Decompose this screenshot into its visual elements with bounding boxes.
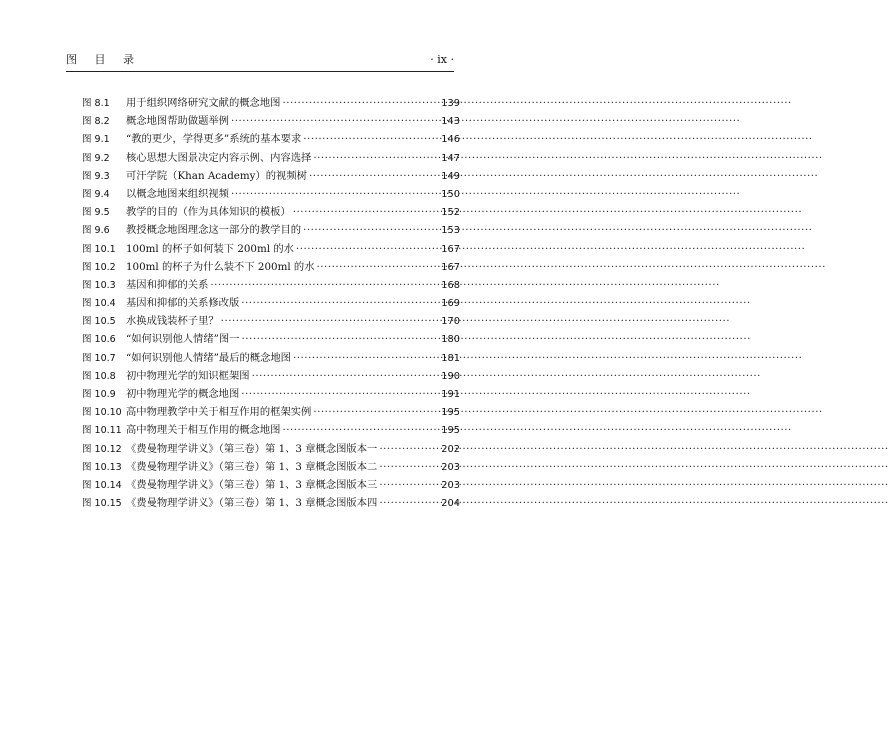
dot-leader	[379, 476, 439, 494]
figure-title: 教授概念地图理念这一部分的教学目的	[126, 224, 302, 237]
list-item	[82, 276, 460, 294]
figure-title: 高中物理关于相互作用的概念地图	[126, 424, 281, 437]
page-number: 204	[441, 498, 460, 510]
page-number: 167	[441, 261, 460, 273]
page-number: 167	[441, 243, 460, 255]
dot-leader	[293, 349, 439, 367]
dot-leader	[221, 312, 440, 330]
page-number: 169	[441, 298, 460, 310]
header-rule	[66, 71, 454, 72]
list-item	[82, 94, 460, 112]
list-item	[82, 349, 460, 367]
list-item	[82, 367, 460, 385]
list-item	[82, 385, 460, 403]
figure-title: 水换成钱装杯子里？	[126, 315, 219, 328]
header-page-number: · ix ·	[430, 53, 454, 66]
figure-number: 图 10.7	[82, 352, 116, 364]
dot-leader	[309, 167, 439, 185]
figure-title: 100ml 的杯子为什么装不下 200ml 的水	[126, 260, 315, 273]
dot-leader	[242, 330, 440, 348]
dot-leader	[303, 221, 439, 239]
page-number: 139	[441, 98, 460, 109]
figure-title: 以概念地图来组织视频	[126, 187, 229, 200]
dot-leader	[317, 258, 440, 276]
figure-title: 《费曼物理学讲义》（第三卷）第 1、3 章概念图版本三	[126, 478, 378, 491]
figure-title: 可汗学院（Khan Academy）的视频树	[126, 169, 307, 182]
list-of-figures	[82, 94, 460, 512]
list-item	[82, 330, 460, 348]
dot-leader	[303, 130, 439, 148]
list-item	[82, 312, 460, 330]
list-item	[82, 112, 460, 130]
page-number: 203	[441, 479, 460, 491]
dot-leader	[282, 421, 439, 439]
figure-title: 教学的目的（作为具体知识的模板）	[126, 206, 291, 219]
figure-number: 图 9.2	[82, 152, 110, 164]
figure-title: 初中物理光学的知识框架图	[126, 369, 250, 382]
list-item	[82, 185, 460, 203]
list-item	[82, 130, 460, 148]
page-number: 149	[441, 170, 460, 182]
header-section-title: 图 目 录	[66, 53, 141, 66]
page-number: 152	[441, 207, 460, 219]
list-item	[82, 494, 460, 512]
page-number: 153	[441, 225, 460, 237]
figure-title: 基因和抑郁的关系	[126, 278, 209, 291]
list-item	[82, 476, 460, 494]
list-item	[82, 403, 460, 421]
page-number: 181	[441, 352, 460, 364]
figure-number: 图 10.2	[82, 261, 116, 273]
figure-number: 图 8.1	[82, 98, 110, 109]
figure-number: 图 10.4	[82, 298, 116, 310]
list-item	[82, 458, 460, 476]
page-number: 195	[441, 425, 460, 437]
page-number: 147	[441, 152, 460, 164]
dot-leader	[313, 403, 439, 421]
figure-title: 《费曼物理学讲义》（第三卷）第 1、3 章概念图版本一	[126, 442, 378, 455]
dot-leader	[313, 149, 439, 167]
figure-number: 图 10.10	[82, 407, 122, 419]
figure-number: 图 10.1	[82, 243, 116, 255]
figure-title: “如何识别他人情绪”图一	[126, 333, 240, 346]
list-item	[82, 149, 460, 167]
page-number: 146	[441, 134, 460, 146]
figure-number: 图 10.15	[82, 498, 122, 510]
figure-title: 《费曼物理学讲义》（第三卷）第 1、3 章概念图版本四	[126, 497, 378, 510]
figure-title: 概念地图帮助做题举例	[126, 115, 229, 128]
page-number: 202	[441, 443, 460, 455]
figure-number: 图 8.2	[82, 116, 110, 128]
list-item	[82, 221, 460, 239]
list-item	[82, 421, 460, 439]
list-item	[82, 294, 460, 312]
figure-number: 图 10.11	[82, 425, 122, 437]
figure-number: 图 9.5	[82, 207, 110, 219]
page-number: 150	[441, 188, 460, 200]
page-number: 180	[441, 334, 460, 346]
list-item	[82, 167, 460, 185]
figure-title: 《费曼物理学讲义》（第三卷）第 1、3 章概念图版本二	[126, 460, 378, 473]
page-number: 143	[441, 116, 460, 128]
dot-leader	[241, 385, 439, 403]
list-item	[82, 240, 460, 258]
figure-number: 图 10.13	[82, 461, 122, 473]
page-number: 191	[441, 389, 460, 400]
page-number: 190	[441, 370, 460, 382]
page-number: 168	[441, 279, 460, 291]
figure-title: “如何识别他人情绪”最后的概念地图	[126, 351, 291, 364]
figure-number: 图 9.3	[82, 170, 110, 182]
dot-leader	[379, 494, 439, 512]
figure-number: 图 10.12	[82, 443, 122, 455]
page-number: 195	[441, 407, 460, 419]
dot-leader	[241, 294, 439, 312]
figure-title: “教的更少，学得更多”系统的基本要求	[126, 133, 302, 146]
dot-leader	[210, 276, 439, 294]
figure-title: 用于组织网络研究文献的概念地图	[126, 97, 281, 109]
dot-leader	[231, 185, 439, 203]
figure-title: 初中物理光学的概念地图	[126, 388, 240, 400]
figure-number: 图 9.1	[82, 134, 110, 146]
list-item	[82, 258, 460, 276]
figure-number: 图 10.3	[82, 279, 116, 291]
dot-leader	[293, 203, 440, 221]
figure-title: 100ml 的杯子如何装下 200ml 的水	[126, 242, 294, 255]
figure-number: 图 10.5	[82, 316, 116, 328]
dot-leader	[296, 240, 439, 258]
figure-number: 图 10.8	[82, 370, 116, 382]
figure-title: 高中物理教学中关于相互作用的框架实例	[126, 406, 312, 419]
figure-title: 基因和抑郁的关系修改版	[126, 297, 240, 310]
dot-leader	[379, 440, 439, 458]
list-item	[82, 203, 460, 221]
figure-number: 图 10.6	[82, 334, 116, 346]
list-item	[82, 440, 460, 458]
figure-number: 图 10.9	[82, 389, 116, 400]
running-header	[66, 52, 454, 68]
figure-number: 图 9.6	[82, 225, 110, 237]
page-number: 203	[441, 461, 460, 473]
page-number: 170	[441, 316, 460, 328]
figure-number: 图 10.14	[82, 479, 122, 491]
figure-title: 核心思想大图景决定内容示例、内容选择	[126, 151, 312, 164]
dot-leader	[252, 367, 440, 385]
dot-leader	[231, 112, 439, 130]
figure-number: 图 9.4	[82, 188, 110, 200]
dot-leader	[379, 458, 439, 476]
dot-leader	[282, 94, 439, 112]
